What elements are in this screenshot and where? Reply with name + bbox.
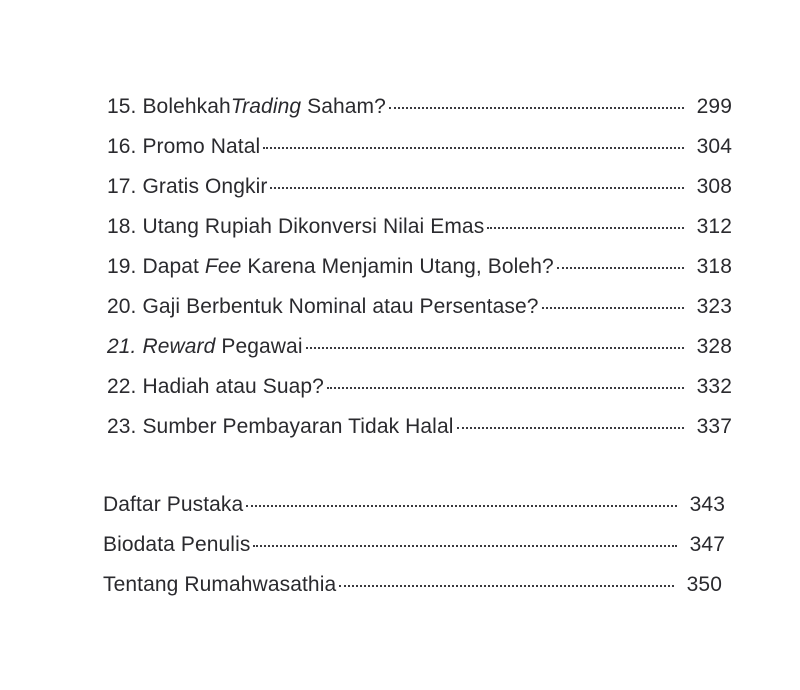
- toc-entry-title: 18. Utang Rupiah Dikonversi Nilai Emas: [107, 215, 485, 238]
- dot-leader: [246, 505, 677, 507]
- toc-entry-page: 299: [696, 95, 732, 118]
- toc-entry-22: [107, 375, 732, 411]
- toc-entry-page: 312: [696, 215, 732, 238]
- toc-entry-number: 21.: [107, 335, 137, 358]
- toc-entry-page: 304: [696, 135, 732, 158]
- dot-leader: [457, 427, 685, 429]
- toc-entry-title: 17. Gratis Ongkir: [107, 175, 268, 198]
- toc-entry-title: 19. Dapat Fee Karena Menjamin Utang, Boleh?: [107, 255, 554, 278]
- toc-entry-daftar-pustaka: [103, 493, 725, 529]
- dot-leader: [542, 307, 684, 309]
- dot-leader: [253, 545, 677, 547]
- toc-entry-title: 23. Sumber Pembayaran Tidak Halal: [107, 415, 454, 438]
- toc-entry-page: 337: [696, 415, 732, 438]
- toc-entry-number: 20.: [107, 295, 137, 318]
- dot-leader: [270, 187, 684, 189]
- toc-entry-number: 19.: [107, 255, 137, 278]
- dot-leader: [327, 387, 684, 389]
- toc-entry-18: [107, 215, 732, 251]
- toc-entry-15: [107, 95, 732, 131]
- toc-entry-17: [107, 175, 732, 211]
- dot-leader: [389, 107, 684, 109]
- toc-entry-title: Tentang Rumahwasathia: [103, 573, 337, 596]
- toc-entry-title: Daftar Pustaka: [103, 493, 244, 516]
- toc-entry-16: [107, 135, 732, 171]
- toc-entry-title: 20. Gaji Berbentuk Nominal atau Persentase?: [107, 295, 539, 318]
- dot-leader: [306, 347, 684, 349]
- toc-entry-number: 16.: [107, 135, 137, 158]
- toc-entry-page: 343: [689, 493, 725, 516]
- toc-entry-title: 16. Promo Natal: [107, 135, 261, 158]
- toc-entry-23: [107, 415, 732, 451]
- toc-entry-title: 21. Reward Pegawai: [107, 335, 303, 358]
- toc-entry-number: 23.: [107, 415, 137, 438]
- toc-entry-page: 318: [696, 255, 732, 278]
- toc-entry-page: 323: [696, 295, 732, 318]
- toc-entry-number: 18.: [107, 215, 137, 238]
- toc-entry-20: [107, 295, 732, 331]
- dot-leader: [487, 227, 684, 229]
- dot-leader: [263, 147, 684, 149]
- toc-entry-biodata-penulis: [103, 533, 725, 569]
- toc-entry-19: [107, 255, 732, 291]
- toc-entry-number: 22.: [107, 375, 137, 398]
- toc-entry-21: [107, 335, 732, 371]
- toc-entry-page: 350: [686, 573, 722, 596]
- toc-entry-tentang-rumahwasathia: [103, 573, 722, 609]
- toc-entry-page: 332: [696, 375, 732, 398]
- toc-entry-number: 17.: [107, 175, 137, 198]
- toc-entry-number: 15.: [107, 95, 137, 118]
- toc-entry-title: 22. Hadiah atau Suap?: [107, 375, 324, 398]
- toc-entry-title: Biodata Penulis: [103, 533, 251, 556]
- dot-leader: [557, 267, 684, 269]
- toc-entry-page: 308: [696, 175, 732, 198]
- toc-entry-title: 15. BolehkahTrading Saham?: [107, 95, 386, 118]
- toc-entry-page: 328: [696, 335, 732, 358]
- dot-leader: [339, 585, 674, 587]
- toc-entry-page: 347: [689, 533, 725, 556]
